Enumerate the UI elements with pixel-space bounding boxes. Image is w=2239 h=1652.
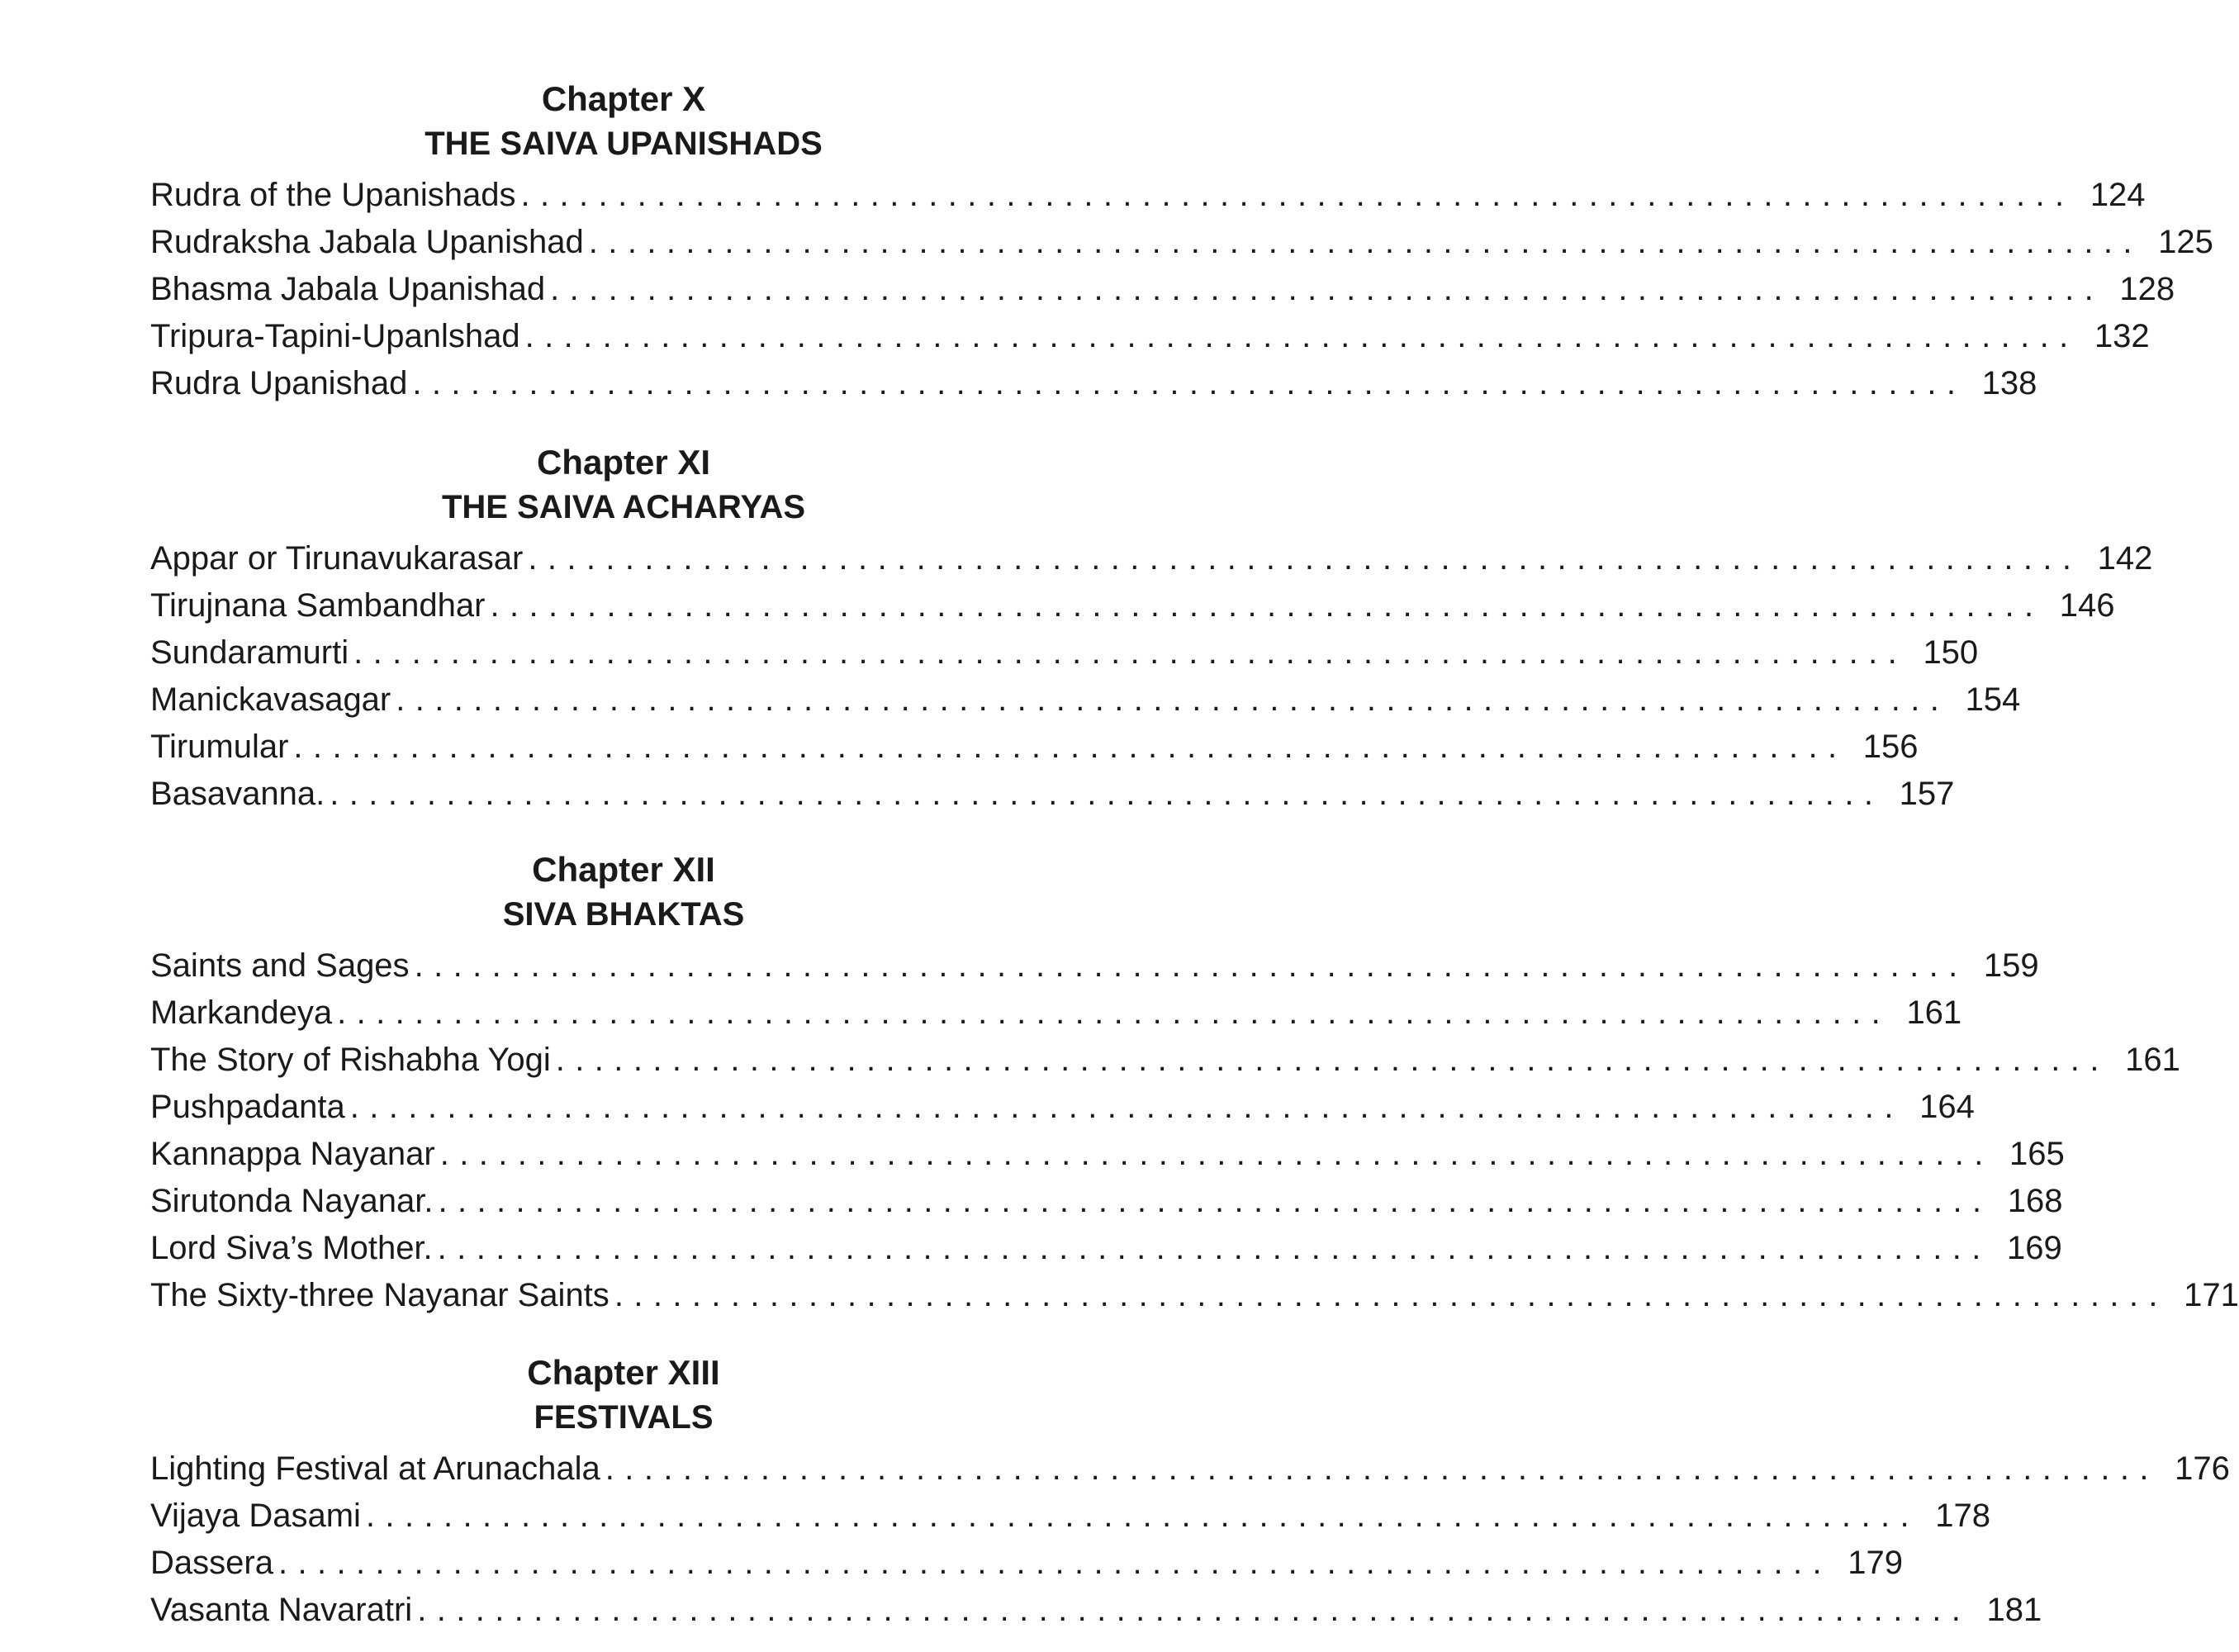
entry-title: Vijaya Dasami [150,1498,361,1534]
page-number: 150 [1923,634,1979,671]
entry-title: Appar or Tirunavukarasar [150,540,524,577]
entry-title: Sirutonda Nayanar. [150,1183,434,1219]
entry-title: Basavanna. [150,776,325,812]
chapter-heading: Chapter XII [532,850,715,889]
chapter-12-section [150,847,2239,1319]
page-number: 161 [1906,995,1962,1031]
entry-title: Tirujnana Sambandhar [150,587,486,624]
page-number: 176 [2175,1450,2230,1487]
toc-entry[interactable] [150,1084,1975,1131]
toc-entry[interactable] [150,724,1919,771]
toc-entry[interactable] [150,629,1979,676]
entry-title: Markandeya [150,995,333,1031]
entry-title: Tripura-Tapini-Upanlshad [150,318,520,354]
toc-entry[interactable] [150,942,2039,990]
chapter-heading: Chapter XI [536,443,711,482]
entry-list [150,172,2213,407]
page-number: 169 [2006,1230,2062,1266]
chapter-heading: Chapter XIII [527,1353,720,1392]
entry-title: Rudra of the Upanishads [150,177,516,213]
dot-leader: ................................................................................ [490,587,2044,624]
entry-title: Rudraksha Jabala Upanishad [150,224,584,260]
entry-title: Sundaramurti [150,634,349,671]
toc-entry[interactable] [150,1178,2063,1225]
entry-title: Dassera [150,1545,273,1581]
toc-entry[interactable] [150,266,2175,313]
dot-leader: ................................................................................ [437,1230,1991,1266]
chapter-heading: Chapter X [541,79,706,118]
toc-entry[interactable] [150,1272,2239,1319]
chapter-title: FESTIVALS [534,1399,714,1436]
dot-leader: ................................................................................ [330,776,1884,812]
toc-entry[interactable] [150,990,1962,1037]
dot-leader: ................................................................................ [417,1592,1971,1628]
chapter-title: THE SAIVA UPANISHADS [425,126,823,162]
entry-title: Tirumular [150,729,289,765]
page-number: 154 [1965,681,2021,718]
toc-entry[interactable] [150,1493,1990,1540]
toc-entry[interactable] [150,360,2037,407]
dot-leader: ................................................................................ [439,1136,1994,1172]
chapter-10-section [150,76,2213,407]
page-number: 142 [2097,540,2153,577]
page-number: 138 [1981,365,2037,401]
dot-leader: ................................................................................ [614,1277,2168,1313]
entry-list [150,1446,2230,1634]
dot-leader: ................................................................................ [349,1089,1904,1125]
page-number: 179 [1848,1545,1904,1581]
toc-entry[interactable] [150,172,2146,219]
entry-title: Vasanta Navaratri [150,1592,413,1628]
dot-leader: ................................................................................ [396,681,1950,718]
dot-leader: ................................................................................ [293,729,1848,765]
page-number: 165 [2009,1136,2065,1172]
dot-leader: ................................................................................ [528,540,2082,577]
dot-leader: ................................................................................ [524,318,2079,354]
entry-title: Rudra Upanishad [150,365,408,401]
page-number: 171 [2184,1277,2239,1313]
dot-leader: ................................................................................ [353,634,1908,671]
toc-entry[interactable] [150,1446,2230,1493]
toc-entry[interactable] [150,1131,2065,1178]
page-number: 157 [1899,776,1955,812]
dot-leader: ................................................................................ [605,1450,2159,1487]
toc-entry[interactable] [150,1037,2180,1084]
dot-leader: ................................................................................ [555,1042,2109,1078]
chapter-13-section [150,1350,2230,1634]
page-number: 156 [1862,729,1919,765]
entry-title: Saints and Sages [150,947,410,984]
entry-title: Pushpadanta [150,1089,345,1125]
page-number: 125 [2158,224,2213,260]
page-number: 132 [2094,318,2150,354]
toc-entry[interactable] [150,1540,1904,1587]
toc-entry[interactable] [150,1587,2042,1634]
toc-entry[interactable] [150,582,2115,629]
dot-leader: ................................................................................ [520,177,2075,213]
dot-leader: ................................................................................ [588,224,2142,260]
chapter-title: THE SAIVA ACHARYAS [441,489,806,525]
page-number: 159 [1983,947,2039,984]
chapter-title: SIVA BHAKTAS [502,896,745,933]
entry-title: Lord Siva’s Mother. [150,1230,433,1266]
dot-leader: ................................................................................ [412,365,1966,401]
page-number: 181 [1986,1592,2042,1628]
toc-entry[interactable] [150,219,2213,266]
page-number: 168 [2007,1183,2063,1219]
entry-title: The Sixty-three Nayanar Saints [150,1277,610,1313]
dot-leader: ................................................................................ [365,1498,1919,1534]
entry-title: The Story of Rishabha Yogi [150,1042,551,1078]
toc-entry[interactable] [150,676,2021,724]
toc-entry[interactable] [150,771,1955,818]
toc-entry[interactable] [150,313,2150,360]
entry-title: Kannappa Nayanar [150,1136,435,1172]
page-number: 161 [2125,1042,2180,1078]
chapter-11-section [150,439,2153,818]
dot-leader: ................................................................................ [278,1545,1833,1581]
page-number: 124 [2090,177,2146,213]
page-number: 178 [1935,1498,1990,1534]
toc-entry[interactable] [150,535,2153,582]
page-number: 146 [2059,587,2115,624]
entry-list [150,942,2239,1319]
entry-title: Lighting Festival at Arunachala [150,1450,600,1487]
page-number: 128 [2119,271,2175,307]
toc-entry[interactable] [150,1225,2062,1272]
entry-title: Manickavasagar [150,681,391,718]
dot-leader: ................................................................................ [337,995,1891,1031]
page-number: 164 [1919,1089,1975,1125]
entry-list [150,535,2153,818]
dot-leader: ................................................................................ [550,271,2104,307]
entry-title: Bhasma Jabala Upanishad [150,271,546,307]
dot-leader: ................................................................................ [438,1183,1992,1219]
dot-leader: ................................................................................ [414,947,1968,984]
